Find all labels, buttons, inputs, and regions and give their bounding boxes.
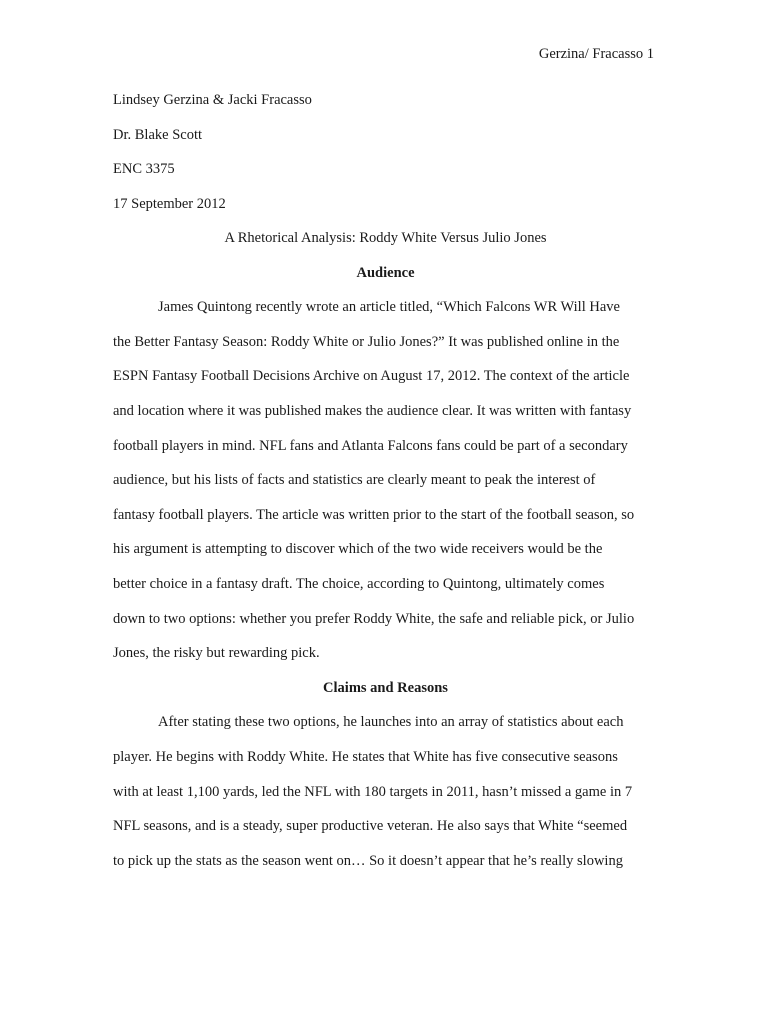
document-body (113, 228, 658, 885)
paper-title: A Rhetorical Analysis: Roddy White Versus Julio Jones (224, 230, 547, 246)
text-line: his argument is attempting to discover which of the two wide receivers would be the (113, 541, 603, 558)
text-line: fantasy football players. The article was written prior to the start of the football season, so (113, 506, 635, 523)
text-line: down to two options: whether you prefer Roddy White, the safe and reliable pick, or Julio (113, 610, 635, 627)
paragraph-claims (113, 712, 658, 885)
text-line: and location where it was published makes the audience clear. It was written with fantasy (113, 402, 632, 419)
text-line: player. He begins with Roddy White. He states that White has five consecutive seasons (113, 748, 618, 765)
author-names: Lindsey Gerzina & Jacki Fracasso (113, 92, 312, 108)
paragraph-audience (113, 297, 658, 678)
text-line: NFL seasons, and is a steady, super productive veteran. He also says that White “seemed (113, 818, 628, 835)
mla-heading (113, 90, 312, 228)
instructor-name: Dr. Blake Scott (113, 126, 203, 143)
text-line: audience, but his lists of facts and statistics are clearly meant to peak the interest of (113, 472, 596, 489)
text-line: ESPN Fantasy Football Decisions Archive on August 17, 2012. The context of the article (113, 368, 630, 385)
text-line: After stating these two options, he launches into an array of statistics about each (158, 714, 624, 731)
text-line: better choice in a fantasy draft. The choice, according to Quintong, ultimately comes (113, 575, 605, 592)
text-line: James Quintong recently wrote an article titled, “Which Falcons WR Will Have (158, 299, 620, 316)
text-line: with at least 1,100 yards, led the NFL with 180 targets in 2011, hasn’t missed a game in 7 (113, 783, 633, 800)
text-line: to pick up the stats as the season went on… So it doesn’t appear that he’s really slowing (113, 852, 623, 869)
running-header: Gerzina/ Fracasso 1 (538, 46, 654, 62)
section-heading-audience: Audience (356, 264, 415, 281)
text-line: the Better Fantasy Season: Roddy White or Julio Jones?” It was published online in the (113, 333, 620, 350)
date-line: 17 September 2012 (113, 195, 226, 212)
text-line: football players in mind. NFL fans and Atlanta Falcons fans could be part of a secondary (113, 437, 628, 454)
text-line: Jones, the risky but rewarding pick. (113, 645, 320, 662)
course-code: ENC 3375 (113, 161, 175, 178)
section-heading-claims: Claims and Reasons (323, 679, 448, 696)
